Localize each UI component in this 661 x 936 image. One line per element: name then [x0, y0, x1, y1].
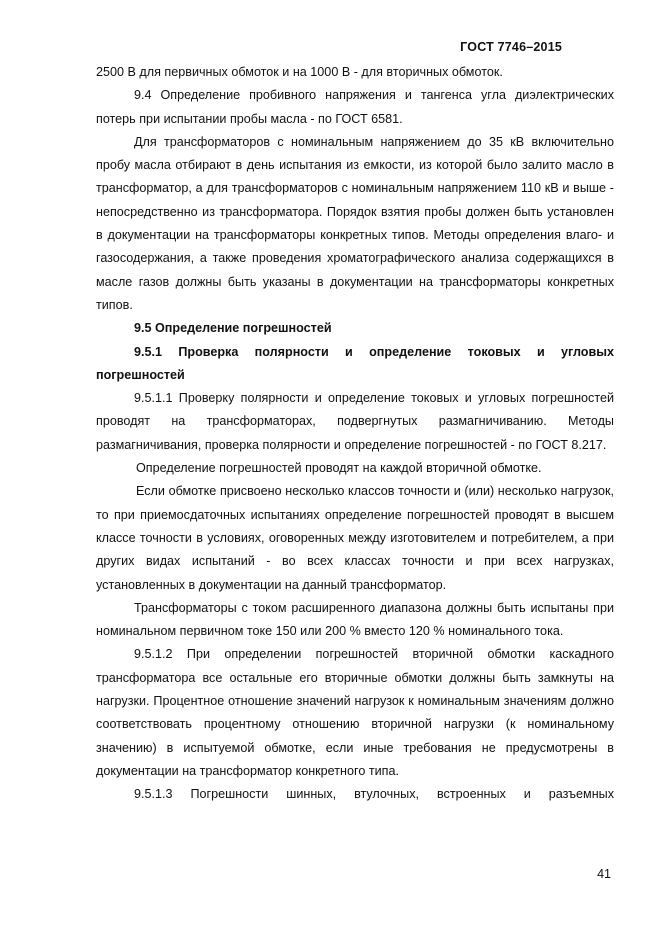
- document-body: [96, 61, 614, 807]
- standard-header: ГОСТ 7746–2015: [460, 40, 562, 54]
- paragraph-continuation: 2500 В для первичных обмоток и на 1000 В - для вторичных обмоток.: [96, 65, 503, 79]
- paragraph-extended-range: Трансформаторы с током расширенного диапазона должны быть испытаны при номинальном первичном токе 150 или 200 % вместо 120 % номинального тока.: [96, 600, 614, 639]
- paragraph-oil-sampling: Для трансформаторов с номинальным напряжением до 35 кВ включительно пробу масла отбирают в день испытания из емкости, из которой было залито масло в трансформатор, а для трансформаторов с номинальным напряжением 110 кВ и выше - непосредственно из трансформатора. Порядок взятия пробы должен быть установлен в документации на трансформаторы конкретных типов. Методы определения влаго- и газосодержания, а также проведения хроматографического анализа содержащихся в масле газов должны быть указаны в документации на трансформаторы конкретных типов.: [96, 134, 614, 312]
- heading-9-5: 9.5 Определение погрешностей: [134, 321, 332, 336]
- paragraph-9-5-1-1: 9.5.1.1 Проверку полярности и определение токовых и угловых погрешностей проводят на трансформаторах, подвергнутых размагничиванию. Методы размагничивания, проверка полярности и определение погрешностей - по ГОСТ 8.217.: [96, 391, 614, 452]
- paragraph-each-winding: Определение погрешностей проводят на каждой вторичной обмотке.: [136, 461, 542, 476]
- paragraph-9-5-1-3: 9.5.1.3 Погрешности шинных, втулочных, встроенных и разъемных: [134, 787, 614, 802]
- heading-9-5-1: 9.5.1 Проверка полярности и определение токовых и угловых погрешностей: [96, 344, 614, 382]
- paragraph-accuracy-classes: Если обмотке присвоено несколько классов точности и (или) несколько нагрузок, то при приемосдаточных испытаниях определение погрешностей проводят в высшем классе точности в условиях, оговоренных между изготовителем и потребителем, а при других видах испытаний - во всех классах точности и при всех нагрузках, установленных в документации на данный трансформатор.: [96, 484, 614, 592]
- paragraph-9-4: 9.4 Определение пробивного напряжения и тангенса угла диэлектрических потерь при испытании пробы масла - по ГОСТ 6581.: [96, 88, 614, 126]
- paragraph-9-5-1-2: 9.5.1.2 При определении погрешностей вторичной обмотки каскадного трансформатора все остальные его вторичные обмотки должны быть замкнуты на нагрузки. Процентное отношение значений нагрузок к номинальным значениям должно соответствовать процентному отношению вторичной нагрузки (к номинальному значению) в испытуемой обмотке, если иные требования не предусмотрены в документации на трансформатор конкретного типа.: [96, 647, 614, 778]
- page-number: 41: [597, 867, 611, 881]
